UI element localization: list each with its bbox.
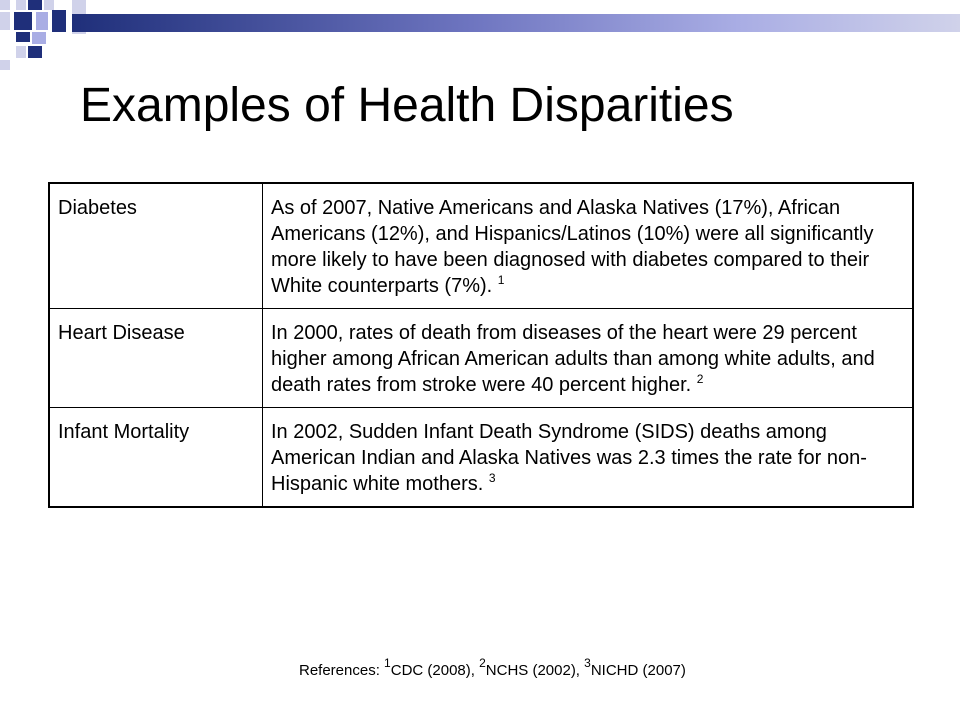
reference-number: 2 xyxy=(696,372,704,386)
disparities-table xyxy=(48,182,914,508)
deco-square-light-1 xyxy=(0,0,10,10)
deco-square-light-5 xyxy=(16,46,26,58)
table-row xyxy=(49,183,913,309)
deco-square-navy-1 xyxy=(28,0,42,10)
deco-square-light-2 xyxy=(16,0,26,10)
reference-text-2: NCHS (2002), xyxy=(485,662,585,679)
deco-square-navy-5 xyxy=(28,46,42,58)
condition-label: Infant Mortality xyxy=(58,421,190,443)
table-row xyxy=(49,408,913,508)
description-text: In 2002, Sudden Infant Death Syndrome (SIDS) deaths among American Indian and Alaska Natives was 2.3 times the rate for non-Hispanic white mothers. xyxy=(271,421,867,495)
description-cell xyxy=(263,408,914,508)
deco-square-light-6 xyxy=(0,60,10,70)
description-text: In 2000, rates of death from diseases of the heart were 29 percent higher among African American adults than among white adults, and death rates from stroke were 40 percent higher. xyxy=(271,322,875,396)
deco-square-light-3 xyxy=(44,0,54,10)
slide-title: Examples of Health Disparities xyxy=(80,79,734,132)
reference-number: 1 xyxy=(497,273,505,287)
condition-cell xyxy=(49,183,263,309)
reference-sup-1: 1 xyxy=(384,656,391,670)
references-label: References: xyxy=(299,662,385,679)
table-row xyxy=(49,309,913,408)
description-text: As of 2007, Native Americans and Alaska Natives (17%), African Americans (12%), and Hispanics/Latinos (10%) were all significantly more likely to have been diagnosed with diabetes compared to their White counterparts (7%). xyxy=(271,197,874,297)
deco-square-navy-4 xyxy=(16,32,30,42)
deco-square-navy-2 xyxy=(14,12,32,30)
condition-cell xyxy=(49,309,263,408)
deco-square-light-4 xyxy=(0,12,10,30)
reference-text-3: NICHD (2007) xyxy=(590,662,686,679)
condition-label: Heart Disease xyxy=(58,322,185,344)
deco-square-peri-1 xyxy=(36,12,48,30)
reference-sup-2: 2 xyxy=(479,656,486,670)
header-decoration xyxy=(0,0,960,80)
reference-number: 3 xyxy=(488,471,496,485)
condition-cell xyxy=(49,408,263,508)
deco-square-navy-3 xyxy=(52,10,66,32)
deco-square-peri-2 xyxy=(32,32,46,44)
disparities-table-wrapper xyxy=(48,182,914,508)
deco-gradient-bar xyxy=(72,14,960,32)
reference-sup-3: 3 xyxy=(584,656,591,670)
description-cell xyxy=(263,183,914,309)
reference-text-1: CDC (2008), xyxy=(390,662,480,679)
condition-label: Diabetes xyxy=(58,197,137,219)
references-line xyxy=(299,656,686,679)
description-cell xyxy=(263,309,914,408)
